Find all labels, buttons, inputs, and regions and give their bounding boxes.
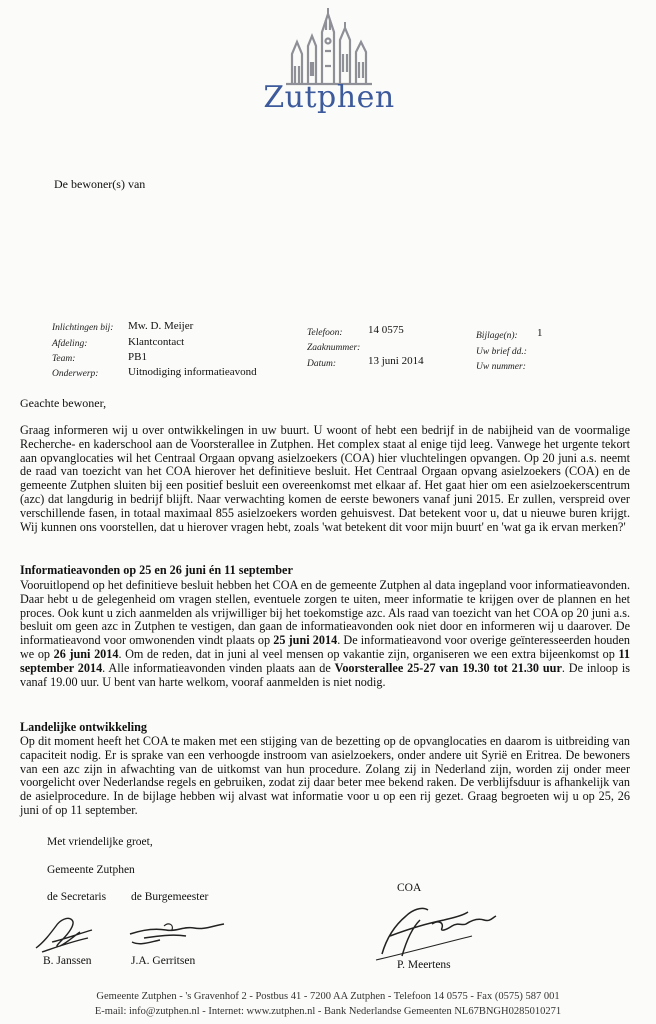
meta-inlichtingen-label: Inlichtingen bij:	[52, 323, 114, 333]
meta-datum-value: 13 juni 2014	[368, 355, 424, 367]
meta-onderwerp-label: Onderwerp:	[52, 369, 99, 379]
burgemeester-name: J.A. Gerritsen	[131, 955, 196, 967]
meta-telefoon-value: 14 0575	[368, 324, 404, 336]
meta-uw-brief-label: Uw brief dd.:	[476, 347, 527, 357]
logo-text: Zutphen	[263, 80, 395, 115]
redacted-address	[120, 200, 360, 220]
zutphen-skyline-logo	[278, 6, 378, 88]
burgemeester-label: de Burgemeester	[131, 891, 209, 903]
meta-uw-nummer-label: Uw nummer:	[476, 362, 526, 372]
meta-telefoon-label: Telefoon:	[307, 328, 343, 338]
coa-label: COA	[397, 882, 422, 894]
intro-paragraph: Graag informeren wij u over ontwikkelingen in uw buurt. U woont of hebt een bedrijf in de nabijheid van de voormalige Recherche- en kaderschool aan de Voorsterallee in Zutphen. Het complex staat al enige tijd leeg. Vanwege het urgente tekort aan opvanglocaties wil het Centraal Orgaan opvang asielzoekers (COA) hier vluchtelingen opvangen. Op 20 juni a.s. neemt de raad van toezicht van het COA hierover het definitieve besluit. Het Centraal Orgaan opvang asielzoekers (COA) en de gemeente Zutphen sluiten bij een positief besluit een overeenkomst met elkaar af. Het gaat hier om een asielzoekerscentrum (azc) dat langdurig in bedrijf blijft. Naar verwachting komen de eerste bewoners vanaf juni 2015. Er zullen, verspreid over verschillende fasen, in totaal maximaal 855 asielzoekers worden gehuisvest. Dat betekent voor u, dat u nieuwe buren krijgt. Wij kunnen ons voorstellen, dat u hierover vragen hebt, zoals 'wat betekent dit voor mijn buurt' en 'wat ga ik ervan merken?'	[20, 423, 630, 534]
meta-bijlage-value: 1	[537, 327, 543, 339]
meta-afdeling-label: Afdeling:	[52, 339, 88, 349]
meta-inlichtingen-value: Mw. D. Meijer	[128, 320, 194, 332]
signature-meertens	[372, 896, 502, 964]
meta-bijlage-label: Bijlage(n):	[476, 331, 518, 341]
secretaris-label: de Secretaris	[47, 891, 107, 903]
footer-line-1: Gemeente Zutphen - 's Gravenhof 2 - Postbus 41 - 7200 AA Zutphen - Telefoon 14 0575 - Fax (0575) 587 001	[96, 991, 560, 1002]
signature-gerritsen	[124, 912, 234, 950]
coa-name: P. Meertens	[397, 959, 451, 971]
meta-datum-label: Datum:	[307, 359, 337, 369]
section-heading-informatieavonden: Informatieavonden op 25 en 26 juni én 11 september	[20, 563, 293, 577]
meta-afdeling-value: Klantcontact	[128, 336, 185, 348]
section-text-informatieavonden: Vooruitlopend op het definitieve besluit hebben het COA en de gemeente Zutphen al data ingepland voor informatieavonden. Daar hebt u de gelegenheid om vragen stellen, eventuele zorgen te uiten, meer informatie te krijgen over de plannen en het proces. Ook kunt u zich aanmelden als vrijwilliger bij het toekomstige azc. Als raad van toezicht van het COA op 20 juni a.s. besluit om geen azc in Zutphen te vestigen, dan gaan de informatieavonden ook niet door en informeren wij u daarover. De informatieavond voor omwonenden vindt plaats op 25 juni 2014. De informatieavond voor overige geïnteresseerden houden we op 26 juni 2014. Om de reden, dat in juni al veel mensen op vakantie zijn, organiseren we een extra bijeenkomst op 11 september 2014. Alle informatieavonden vinden plaats aan de Voorsterallee 25-27 van 19.30 tot 21.30 uur. De inloop is vanaf 19.00 uur. U bent van harte welkom, vooraf aanmelden is niet nodig.	[20, 578, 630, 689]
greeting: Geachte bewoner,	[20, 396, 107, 410]
footer-line-2: E-mail: info@zutphen.nl - Internet: www.zutphen.nl - Bank Nederlandse Gemeenten NL67BNGH0285010271	[94, 1006, 562, 1017]
section-heading-landelijke: Landelijke ontwikkeling	[20, 720, 147, 734]
secretaris-name: B. Janssen	[43, 955, 92, 967]
sender: Gemeente Zutphen	[47, 864, 135, 876]
meta-zaaknummer-label: Zaaknummer:	[307, 343, 361, 353]
meta-team-label: Team:	[52, 354, 76, 364]
meta-team-value: PB1	[128, 351, 147, 363]
meta-onderwerp-value: Uitnodiging informatieavond	[128, 366, 257, 378]
closing: Met vriendelijke groet,	[47, 836, 153, 848]
signature-janssen	[32, 912, 102, 954]
section-text-landelijke: Op dit moment heeft het COA te maken met een stijging van de bezetting op de opvanglocaties en daarom is uitbreiding van capaciteit nodig. Er is sprake van een verhoogde instroom van asielzoekers, onder andere uit Syrië en Eritrea. De bewoners van een azc zijn in afwachting van de uitkomst van hun procedure. Zolang zij in Nederland zijn, worden zij onder meer voorgelicht over Nederlandse regels en gebruiken, zodat zij daar beter mee bekend raken. De verblijfsduur is afhankelijk van de asielprocedure. In de bijlage hebben wij alvast wat informatie voor u op een rij gezet. Graag begroeten wij u op 25, 26 juni of op 11 september.	[20, 734, 630, 817]
addressee-line: De bewoner(s) van	[54, 177, 146, 191]
